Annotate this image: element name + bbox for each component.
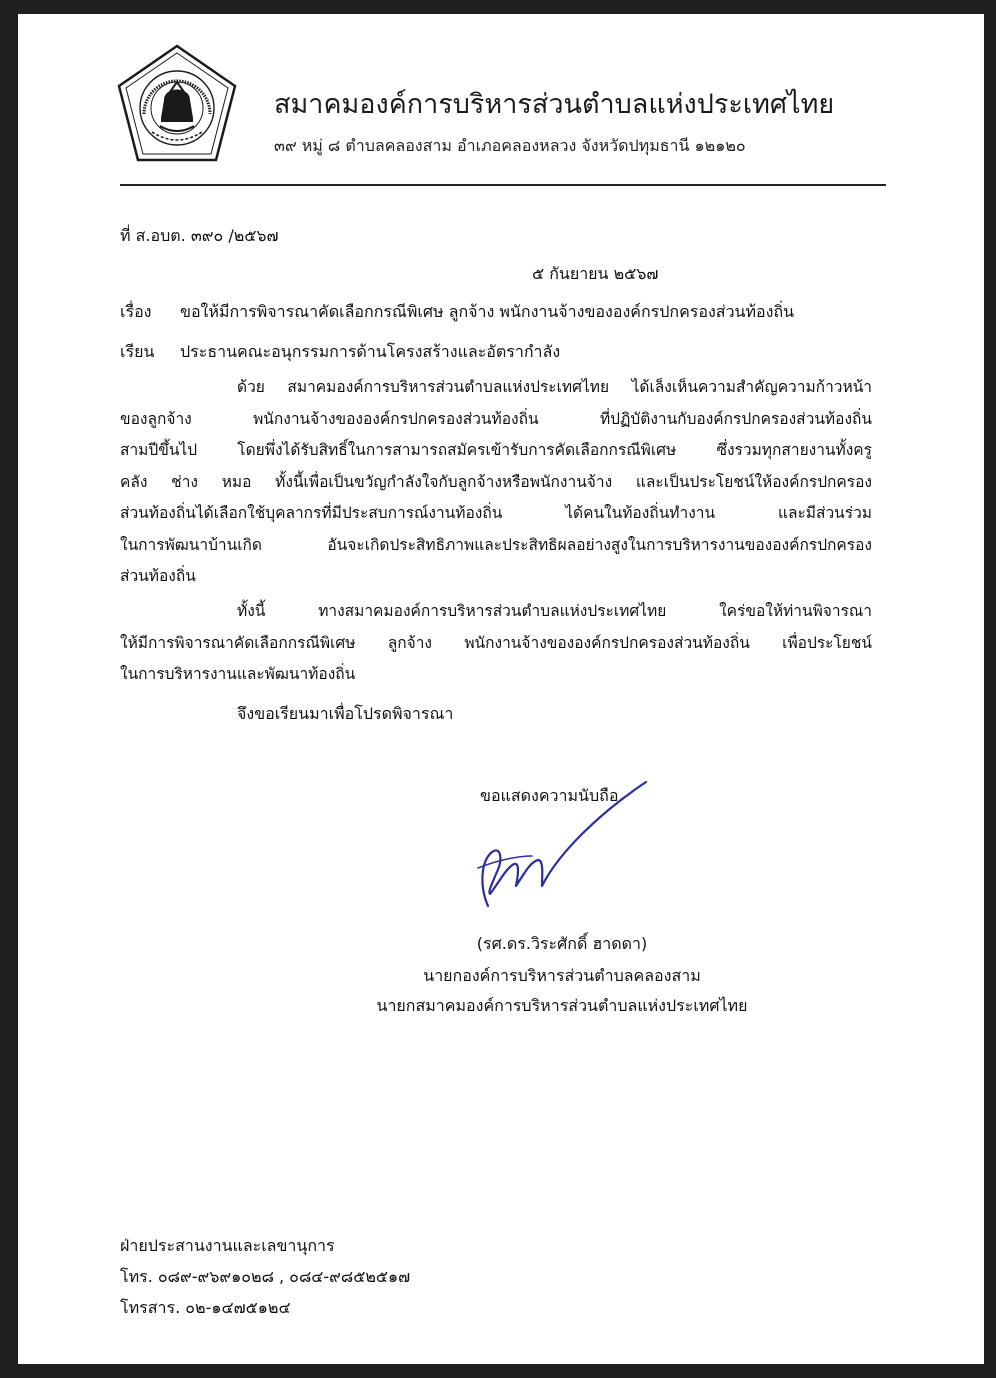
signatory-position-1: นายกองค์การบริหารส่วนตำบลคลองสาม [423,966,701,985]
body-paragraph-2 [120,596,872,691]
signatory-name: (รศ.ดร.วิระศักดิ์ ฮาดดา) [476,934,648,953]
paragraph-line: ในการบริหารงานและพัฒนาท้องถิ่น [120,665,356,683]
regards-text: ขอแสดงความนับถือ [480,786,619,805]
paragraph-line: ส่วนท้องถิ่น [120,567,196,585]
paragraph-line: สามปีขึ้นไป โดยพึ่งได้รับสิทธิ์ในการสามารถสมัครเข้ารับการคัดเลือกกรณีพิเศษ ซึ่งรวมทุกสายงานทั้งครู [120,441,872,459]
closing-line: จึงขอเรียนมาเพื่อโปรดพิจารณา [237,704,454,723]
handwritten-signature [458,776,658,916]
paragraph-line: ด้วย สมาคมองค์การบริหารส่วนตำบลแห่งประเทศไทย ได้เล็งเห็นความสำคัญความก้าวหน้า [237,378,872,396]
letter-page [18,14,984,1364]
paragraph-line: ทั้งนี้ ทางสมาคมองค์การบริหารส่วนตำบลแห่งประเทศไทย ใคร่ขอให้ท่านพิจารณา [237,602,872,620]
addressee-text: ประธานคณะอนุกรรมการด้านโครงสร้างและอัตรากำลัง [180,342,561,361]
header-divider [120,184,886,186]
body-paragraph-1 [120,372,872,593]
footer-phone: โทร. ๐๘๙-๙๖๙๑๐๒๘ , ๐๘๔-๙๘๕๒๕๑๗ [120,1267,411,1286]
subject-text: ขอให้มีการพิจารณาคัดเลือกกรณีพิเศษ ลูกจ้าง พนักงานจ้างขององค์กรปกครองส่วนท้องถิ่น [180,302,795,321]
paragraph-line: ให้มีการพิจารณาคัดเลือกกรณีพิเศษ ลูกจ้าง พนักงานจ้างขององค์กรปกครองส่วนท้องถิ่น เพื่อประโยชน์ [120,633,872,652]
footer-department: ฝ่ายประสานงานและเลขานุการ [120,1236,335,1255]
paragraph-line: ของลูกจ้าง พนักงานจ้างขององค์กรปกครองส่วนท้องถิ่น ที่ปฏิบัติงานกับองค์กรปกครองส่วนท้องถิ่น [120,409,872,428]
paragraph-line: คลัง ช่าง หมอ ทั้งนี้เพื่อเป็นขวัญกำลังใจกับลูกจ้างหรือพนักงานจ้าง และเป็นประโยชน์ให้องค์กรปกครอง [120,472,872,491]
addressee-label: เรียน [120,342,155,361]
signatory-position-2: นายกสมาคมองค์การบริหารส่วนตำบลแห่งประเทศไทย [376,996,748,1015]
org-address: ๓๙ หมู่ ๘ ตำบลคลองสาม อำเภอคลองหลวง จังหวัดปทุมธานี ๑๒๑๒๐ [274,136,746,155]
reference-number: ที่ ส.อบต. ๓๙๐ /๒๕๖๗ [120,226,279,245]
paragraph-line: ในการพัฒนาบ้านเกิด อันจะเกิดประสิทธิภาพและประสิทธิผลอย่างสูงในการบริหารงานขององค์กรปกครอง [120,535,872,554]
association-seal [114,42,240,166]
subject-label: เรื่อง [120,302,152,321]
letter-date: ๕ กันยายน ๒๕๖๗ [532,264,659,283]
org-name: สมาคมองค์การบริหารส่วนตำบลแห่งประเทศไทย [274,89,835,120]
footer-fax: โทรสาร. ๐๒-๑๔๗๕๑๒๔ [120,1298,291,1317]
paragraph-line: ส่วนท้องถิ่นได้เลือกใช้บุคลากรที่มีประสบการณ์งานท้องถิ่น ได้คนในท้องถิ่นทำงาน และมีส่วนร่วม [120,504,872,522]
